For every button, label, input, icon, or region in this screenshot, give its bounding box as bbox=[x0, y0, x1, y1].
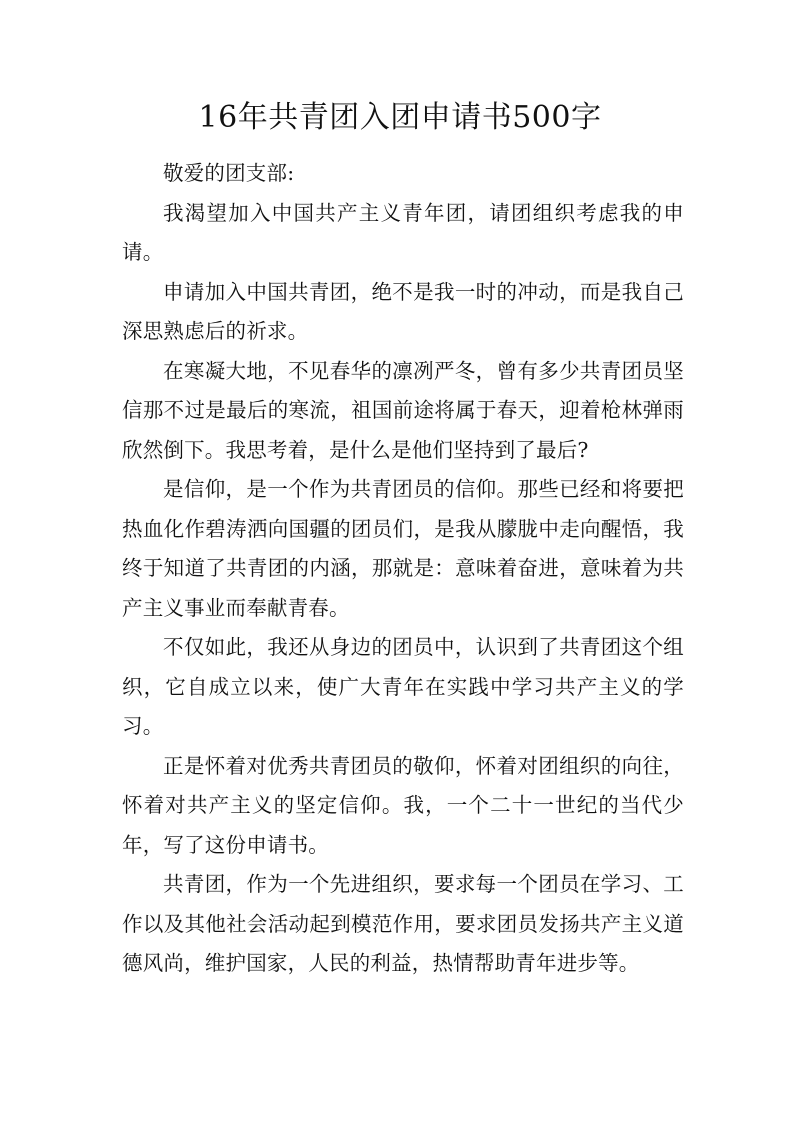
paragraph: 是信仰，是一个作为共青团员的信仰。那些已经和将要把热血化作碧涛洒向国疆的团员们，是我从朦胧中走向醒悟，我终于知道了共青团的内涵，那就是：意味着奋进，意味着为共产主义事业而奉献青春。 bbox=[122, 477, 684, 620]
document-title: 16年共青团入团申请书500字 bbox=[198, 100, 602, 135]
paragraph: 不仅如此，我还从身边的团员中，认识到了共青团这个组织，它自成立以来，使广大青年在实践中学习共产主义的学习。 bbox=[122, 635, 684, 738]
document-body bbox=[122, 154, 684, 984]
paragraph: 正是怀着对优秀共青团员的敬仰，怀着对团组织的向往，怀着对共产主义的坚定信仰。我，一个二十一世纪的当代少年，写了这份申请书。 bbox=[122, 753, 684, 857]
paragraph: 我渴望加入中国共产主义青年团，请团组织考虑我的申请。 bbox=[122, 200, 684, 264]
paragraph: 共青团，作为一个先进组织，要求每一个团员在学习、工作以及其他社会活动起到模范作用，要求团员发扬共产主义道德风尚，维护国家，人民的利益，热情帮助青年进步等。 bbox=[122, 872, 684, 975]
salutation: 敬爱的团支部: bbox=[163, 161, 295, 185]
paragraph: 在寒凝大地，不见春华的凛冽严冬，曾有多少共青团员坚信那不过是最后的寒流，祖国前途将属于春天，迎着枪林弹雨欣然倒下。我思考着，是什么是他们坚持到了最后? bbox=[122, 358, 684, 462]
paragraph: 申请加入中国共青团，绝不是我一时的冲动，而是我自己深思熟虑后的祈求。 bbox=[122, 279, 684, 343]
